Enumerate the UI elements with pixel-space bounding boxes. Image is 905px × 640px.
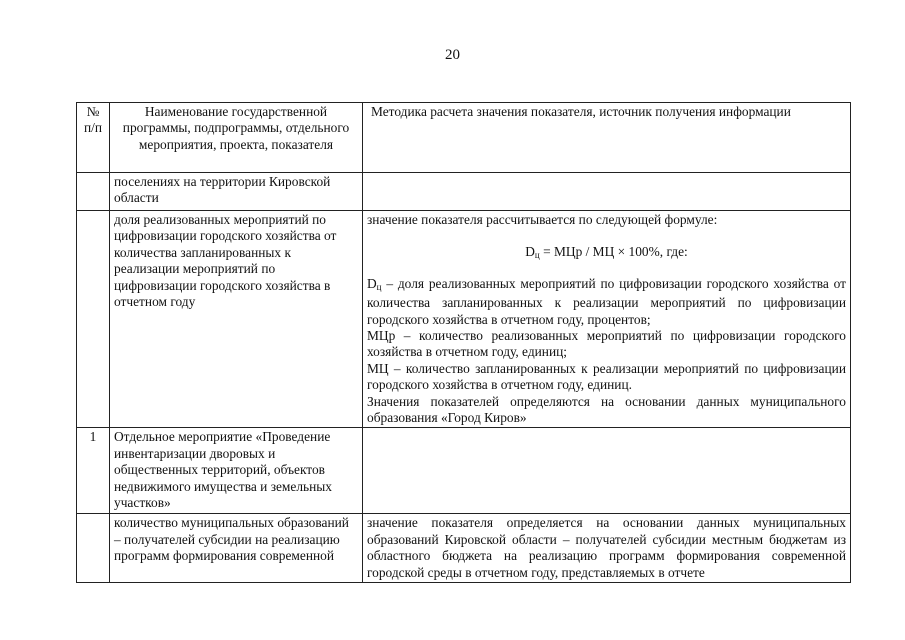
row-number bbox=[77, 514, 110, 583]
page-number: 20 bbox=[445, 47, 460, 63]
table-row bbox=[77, 514, 851, 583]
table-row bbox=[77, 173, 851, 211]
header-number: № п/п bbox=[77, 103, 110, 173]
row-method bbox=[363, 428, 851, 514]
table-row bbox=[77, 211, 851, 428]
table-header-row bbox=[77, 103, 851, 173]
definition-symbol: D bbox=[367, 275, 377, 291]
formula bbox=[367, 244, 846, 263]
row-method bbox=[363, 211, 851, 428]
row-number bbox=[77, 173, 110, 211]
table-row bbox=[77, 428, 851, 514]
header-name: Наименование государственной программы, подпрограммы, отдельного мероприятия, проекта, показателя bbox=[110, 103, 363, 173]
definition-mc: МЦ – количество запланированных к реализации мероприятий по цифровизации городского хозяйства в отчетном году, единиц. bbox=[367, 360, 846, 393]
definition-du bbox=[367, 276, 846, 328]
row-method bbox=[363, 173, 851, 211]
row-name: количество муниципальных образований – получателей субсидии на реализацию программ формирования современной bbox=[110, 514, 363, 583]
row-name: доля реализованных мероприятий по цифровизации городского хозяйства от количества запланированных к реализации мероприятий по цифровизации городского хозяйства в отчетном году bbox=[110, 211, 363, 428]
definition-subscript: ц bbox=[376, 281, 382, 292]
row-method: значение показателя определяется на основании данных муниципальных образований Кировской области – получателей субсидии местным бюджетам из областного бюджета на реализацию программ формирования современной городской среды в отчетном году, представляемых в отчете bbox=[363, 514, 851, 583]
row-number: 1 bbox=[77, 428, 110, 514]
formula-symbol: D bbox=[525, 244, 535, 260]
header-method: Методика расчета значения показателя, источник получения информации bbox=[363, 103, 851, 173]
indicator-table bbox=[76, 102, 851, 583]
data-source: Значения показателей определяются на основании данных муниципального образования «Город Киров» bbox=[367, 393, 846, 426]
method-intro: значение показателя рассчитывается по следующей формуле: bbox=[367, 212, 718, 227]
formula-body: = МЦр / МЦ × 100%, где: bbox=[539, 244, 688, 260]
row-name: Отдельное мероприятие «Проведение инвентаризации дворовых и общественных территорий, объектов недвижимого имущества и земельных участков» bbox=[110, 428, 363, 514]
definition-text: – доля реализованных мероприятий по цифровизации городского хозяйства от количества запланированных к реализации мероприятий по цифровизации городского хозяйства в отчетном году, процентов; bbox=[367, 275, 846, 327]
definition-mcr: МЦр – количество реализованных мероприятий по цифровизации городского хозяйства в отчетном году, единиц; bbox=[367, 328, 846, 360]
row-number bbox=[77, 211, 110, 428]
row-name: поселениях на территории Кировской области bbox=[110, 173, 363, 211]
formula-subscript: ц bbox=[534, 250, 540, 261]
